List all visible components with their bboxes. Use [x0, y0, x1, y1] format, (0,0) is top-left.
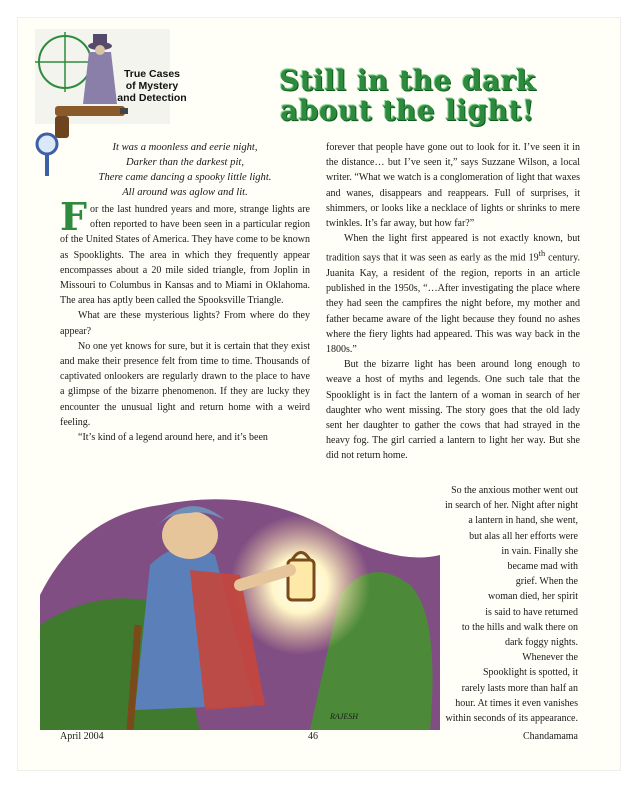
logo-line: True Cases — [123, 68, 181, 80]
text-line: within seconds of its appearance. — [445, 713, 578, 725]
poem-line: It was a moonless and eerie night, — [112, 142, 258, 153]
text-line: a lantern in hand, she went, — [468, 515, 578, 527]
paragraph: “It’s kind of a legend around here, and it’s been — [78, 432, 268, 444]
poem-line: There came dancing a spooky little light. — [98, 172, 272, 183]
text-line: grief. When the — [515, 576, 578, 588]
opening-poem — [60, 140, 310, 200]
footer-publication: Chandamama — [523, 731, 578, 742]
text-line: hour. At times it even vanishes — [455, 697, 578, 709]
illustrator-signature: RAJESH — [330, 712, 358, 721]
text-line: dark foggy nights. — [504, 637, 578, 649]
text-line: So the anxious mother went out — [451, 485, 578, 496]
logo-line: and Detection — [117, 92, 187, 104]
text-line: in search of her. Night after night — [444, 500, 578, 512]
lantern-icon — [288, 553, 314, 601]
magnifier-icon — [37, 134, 57, 176]
title-line-1: Still in the dark — [279, 64, 536, 97]
illustration-old-woman-lantern — [40, 475, 440, 730]
title-line-2: about the light! — [280, 94, 535, 127]
superscript: th — [538, 249, 546, 259]
poem-line: All around was aglow and lit. — [122, 187, 248, 198]
page-title — [205, 66, 610, 126]
text-line: Whenever the — [522, 652, 578, 664]
text-line: in vain. Finally she — [501, 545, 578, 557]
right-column — [326, 140, 580, 464]
poem-line: Darker than the darkest pit, — [126, 157, 244, 168]
text-line: Spooklight is spotted, it — [482, 667, 578, 679]
footer-date: April 2004 — [60, 731, 104, 742]
drop-cap: F — [60, 194, 87, 239]
paragraph — [326, 231, 580, 357]
paragraph-text: century. Juanita Kay, a resident of the region, reports in an article published in the 1950s, “…After investigating the place where they had seen the campfires the night before, my mother and father became aware of the light because they found no ashes where the fiery lights had appeared. This was way back in the 1800s.” — [326, 252, 580, 355]
paragraph: No one yet knows for sure, but it is certain that they exist and make their presence felt from time to time. Thousands of captivated onlookers are regularly drawn to the place to have a glimpse of the bizarre phenomenon. If they are lucky they encounter the unusual light and return home with a weird feeling. — [60, 340, 310, 428]
page-number: 46 — [308, 731, 318, 742]
paragraph: What are these mysterious lights? From where do they appear? — [60, 310, 310, 337]
text-line: to the hills and walk there on — [461, 621, 578, 633]
paragraph: forever that people have gone out to look for it. I’ve seen it in the distance… but I’ve seen it,” says Suzzane Wilson, a local writer. “What we watch is a conglomeration of light that waxes and wanes, disappears and reappears. Full of surprises, it shimmers, or looks like a necklace of lights or shrinks to mere twinkles. It’s far away, but how far?” — [326, 142, 580, 230]
text-line: became mad with — [507, 561, 578, 573]
wrapped-text — [445, 483, 578, 726]
logo-line: of Mystery — [125, 80, 179, 92]
logo-caption — [112, 68, 192, 104]
paragraph: or the last hundred years and more, strange lights are often reported to have been seen in a particular region of the United States of America. They have come to be known as Spooklights. The area in which they frequently appear encompasses about a 20 mile sided triangle, from Joplin in Missouri to Columbus in Kansas and to Miami in Oklahoma. The area has aptly been called the Spooksville Triangle. — [60, 204, 310, 307]
text-line: but alas all her efforts were — [469, 530, 578, 542]
paragraph-text: When the light first appeared is not exactly known, but tradition says that it was seen as early as the mid 19 — [326, 233, 580, 264]
text-line: is said to have returned — [485, 606, 578, 618]
paragraph: But the bizarre light has been around long enough to weave a host of myths and legends. One such tale that the Spooklight is in fact the lantern of a woman in search of her daughter who went missing. The story goes that the old lady sent her daughter to gather the cows that had strayed in the heavy fog. The girl carried a lantern to light her way. But she did not return home. — [326, 359, 580, 462]
text-line: rarely lasts more than half an — [461, 682, 578, 694]
text-line: woman died, her spirit — [488, 591, 578, 603]
left-column — [60, 194, 310, 445]
